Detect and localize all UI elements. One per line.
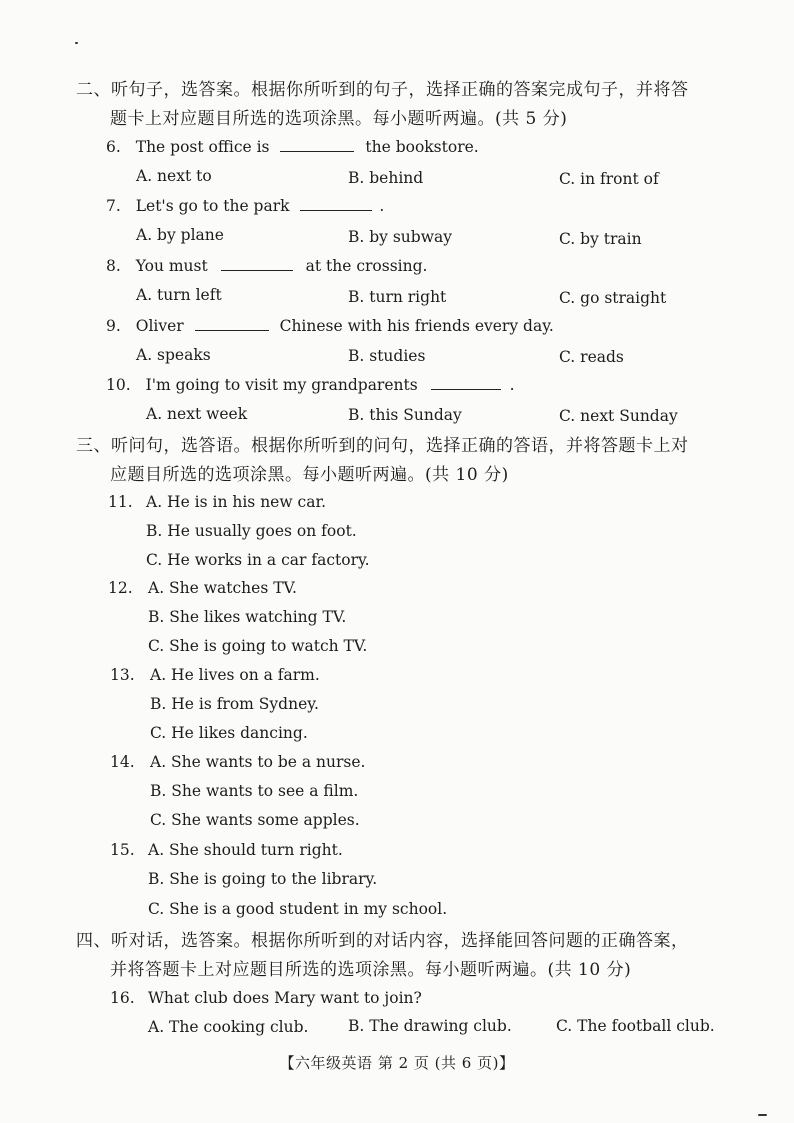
option-b: B. She likes watching TV. <box>148 608 347 626</box>
question-number: 7. <box>106 197 121 215</box>
section-4-heading <box>76 927 736 985</box>
question-number: 10. <box>106 376 131 394</box>
option-b: B. He is from Sydney. <box>150 695 319 713</box>
option-a: A. next to <box>136 167 212 185</box>
option-b: B. this Sunday <box>348 406 462 424</box>
section-2-line2: 题卡上对应题目所选的选项涂黑。每小题听两遍。(共 5 分) <box>110 109 568 129</box>
section-4-line2: 并将答题卡上对应题目所选的选项涂黑。每小题听两遍。(共 10 分) <box>110 960 632 980</box>
question-stem-pre: You must <box>135 257 208 275</box>
question-stem-post: Chinese with his friends every day. <box>279 317 554 335</box>
question-stem-pre: I'm going to visit my grandparents <box>145 376 418 394</box>
question-15 <box>110 840 343 860</box>
question-stem-post: . <box>379 197 385 215</box>
question-number: 16. <box>110 989 135 1007</box>
question-13 <box>110 665 320 685</box>
question-14 <box>110 752 365 772</box>
question-16 <box>110 988 422 1008</box>
option-c: C. She wants some apples. <box>150 811 360 829</box>
question-stem-pre: The post office is <box>135 138 270 156</box>
question-number: 6. <box>106 138 121 156</box>
option-c: C. The football club. <box>556 1017 715 1035</box>
option-c: C. She is a good student in my school. <box>148 900 448 918</box>
section-3-heading <box>76 432 736 490</box>
page-footer: 【六年级英语 第 2 页 (共 6 页)】 <box>279 1054 515 1072</box>
option-b: B. studies <box>348 347 426 365</box>
option-a: A. by plane <box>136 226 224 244</box>
question-number: 13. <box>110 666 135 684</box>
option-a: A. He lives on a farm. <box>150 666 320 684</box>
question-stem: What club does Mary want to join? <box>148 989 422 1007</box>
option-b: B. behind <box>348 169 424 187</box>
option-c: C. in front of <box>559 170 659 188</box>
answer-blank <box>280 137 354 152</box>
option-b: B. She wants to see a film. <box>150 782 359 800</box>
question-stem-post: . <box>509 376 515 394</box>
question-9 <box>106 316 554 336</box>
option-a: A. next week <box>146 405 248 423</box>
section-2-heading <box>76 76 736 134</box>
option-a: A. turn left <box>136 286 222 304</box>
option-b: B. She is going to the library. <box>148 870 378 888</box>
question-stem-post: the bookstore. <box>365 138 479 156</box>
answer-blank <box>221 256 293 271</box>
option-c: C. go straight <box>559 289 667 307</box>
section-3-line1: 三、听问句，选答语。根据你所听到的问句，选择正确的答语，并将答题卡上对 <box>76 436 689 456</box>
scan-speck <box>75 42 78 44</box>
question-6 <box>106 137 479 157</box>
option-a: A. He is in his new car. <box>146 493 327 511</box>
question-12 <box>108 578 297 598</box>
option-a: A. She watches TV. <box>148 579 297 597</box>
question-stem-pre: Oliver <box>135 317 184 335</box>
question-8 <box>106 256 427 276</box>
section-4-line1: 四、听对话，选答案。根据你所听到的对话内容，选择能回答问题的正确答案， <box>76 931 689 951</box>
question-11 <box>108 492 326 512</box>
option-c: C. by train <box>559 230 642 248</box>
question-number: 12. <box>108 579 133 597</box>
option-b: B. He usually goes on foot. <box>146 522 357 540</box>
answer-blank <box>300 196 372 211</box>
option-a: A. She wants to be a nurse. <box>150 753 366 771</box>
question-10 <box>106 375 515 395</box>
option-b: B. by subway <box>348 228 452 246</box>
option-c: C. He likes dancing. <box>150 724 308 742</box>
answer-blank <box>431 375 501 390</box>
option-c: C. next Sunday <box>559 407 678 425</box>
option-c: C. reads <box>559 348 624 366</box>
question-number: 14. <box>110 753 135 771</box>
option-c: C. He works in a car factory. <box>146 551 370 569</box>
question-7 <box>106 196 384 216</box>
scan-speck <box>758 1114 767 1116</box>
option-a: A. She should turn right. <box>148 841 343 859</box>
section-3-line2: 应题目所选的选项涂黑。每小题听两遍。(共 10 分) <box>110 465 509 485</box>
question-number: 9. <box>106 317 121 335</box>
question-number: 8. <box>106 257 121 275</box>
option-c: C. She is going to watch TV. <box>148 637 368 655</box>
answer-blank <box>195 316 269 331</box>
question-stem-pre: Let's go to the park <box>135 197 290 215</box>
section-2-line1: 二、听句子，选答案。根据你所听到的句子，选择正确的答案完成句子，并将答 <box>76 80 689 100</box>
question-number: 11. <box>108 493 133 511</box>
option-a: A. The cooking club. <box>148 1018 309 1036</box>
question-stem-post: at the crossing. <box>305 257 428 275</box>
option-a: A. speaks <box>136 346 211 364</box>
option-b: B. turn right <box>348 288 447 306</box>
question-number: 15. <box>110 841 135 859</box>
option-b: B. The drawing club. <box>348 1017 512 1035</box>
